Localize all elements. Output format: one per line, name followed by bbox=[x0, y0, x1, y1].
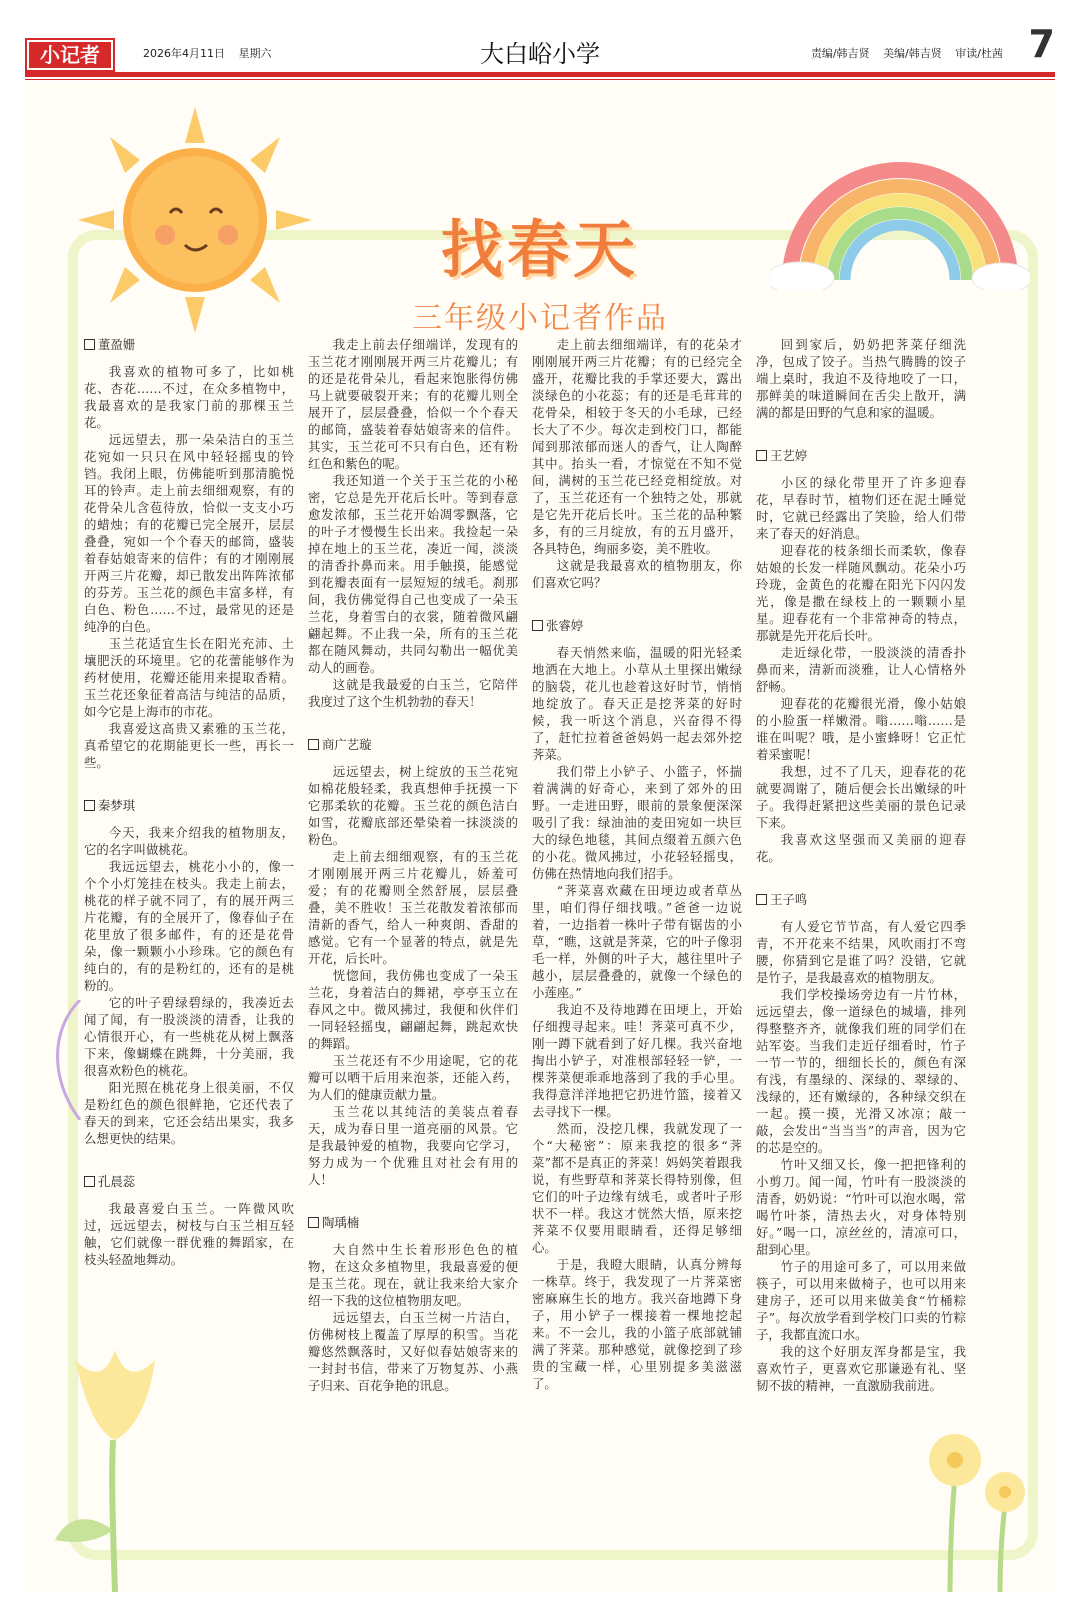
article-paragraph: 竹子的用途可多了，可以用来做筷子，可以用来做椅子，也可以用来建房子，还可以用来做美食“竹桶粽子”。每次放学看到学校门口卖的竹粽子，我都直流口水。 bbox=[756, 1259, 966, 1342]
art-editor: 美编/韩吉贤 bbox=[883, 47, 942, 60]
article-paragraph: 大自然中生长着形形色色的植物，在这众多植物里，我最喜爱的便是玉兰花。现在，就让我来给大家介绍一下我的这位植物朋友吧。 bbox=[308, 1242, 518, 1308]
article-paragraph: 我想，过不了几天，迎春花的花就要凋谢了，随后便会长出嫩绿的叶子。我得赶紧把这些美丽的景色记录下来。 bbox=[756, 764, 966, 830]
article-paragraph: 这就是我最爱的白玉兰，它陪伴我度过了这个生机勃勃的春天！ bbox=[308, 677, 518, 709]
weekday-text: 星期六 bbox=[238, 47, 272, 60]
article-paragraph: 走近绿化带，一股淡淡的清香扑鼻而来，清新而淡雅，让人心情格外舒畅。 bbox=[756, 645, 966, 694]
article-paragraph: 于是，我瞪大眼睛，认真分辨每一株草。终于，我发现了一片荠菜密密麻麻生长的地方。我兴奋地蹲下身子，用小铲子一棵接着一棵地挖起来。不一会儿，我的小篮子底部就铺满了荠菜。那种感觉，就像挖到了珍贵的宝藏一样，心里别提多美滋滋了。 bbox=[532, 1257, 742, 1391]
article-paragraph: 玉兰花以其纯洁的美装点着春天，成为春日里一道亮丽的风景。它是我最钟爱的植物，我要向它学习，努力成为一个优雅且对社会有用的人！ bbox=[308, 1104, 518, 1187]
article-paragraph: 远远望去，白玉兰树一片洁白，仿佛树枝上覆盖了厚厚的积雪。当花瓣悠然飘落时，又好似春姑娘寄来的一封封书信，带来了万物复苏、小燕子归来、百花争艳的讯息。 bbox=[308, 1310, 518, 1393]
editor-credits bbox=[801, 45, 1003, 61]
article-paragraph: 有人爱它节节高，有人爱它四季青，不开花来不结果，风吹雨打不弯腰，你猜到它是谁了吗？没错，它就是竹子，是我最喜欢的植物朋友。 bbox=[756, 919, 966, 985]
feature-title: 找春天 bbox=[440, 213, 639, 286]
column-4 bbox=[756, 336, 966, 1526]
article-author: 董盈姗 bbox=[84, 336, 294, 353]
article-paragraph: 走上前去细细端详，有的花朵才刚刚展开两三片花瓣；有的已经完全盛开，花瓣比我的手掌还要大，露出淡绿色的小花蕊；有的还是毛茸茸的花骨朵，相较于冬天的小毛球，已经长大了不少。每次走到校门口，都能闻到那浓郁而迷人的香气，让人陶醉其中。抬头一看，才惊觉在不知不觉间，满树的玉兰花已经竞相绽放。对了，玉兰花还有一个独特之处，那就是它先开花后长叶。玉兰花的品种繁多，有的三月绽放，有的五月盛开，各具特色，绚丽多姿，美不胜收。 bbox=[532, 337, 742, 556]
article-paragraph: “荠菜喜欢藏在田埂边或者草丛里，咱们得仔细找哦。”爸爸一边说着，一边指着一株叶子带有锯齿的小草，“瞧，这就是荠菜，它的叶子像羽毛一样，外侧的叶子大，越往里叶子越小，层层叠叠的，就像一个绿色的小莲座。” bbox=[532, 883, 742, 1000]
article-paragraph: 我们学校操场旁边有一片竹林，远远望去，像一道绿色的城墙，排列得整整齐齐，就像我们班的同学们在站军姿。当我们走近仔细看时，竹子一节一节的，细细长长的，颜色有深有浅，有墨绿的、深绿的、翠绿的、浅绿的，还有嫩绿的，各种绿交织在一起。摸一摸，光滑又冰凉；敲一敲，会发出“当当当”的声音，因为它的芯是空的。 bbox=[756, 987, 966, 1155]
article-paragraph: 我还知道一个关于玉兰花的小秘密，它总是先开花后长叶。等到春意愈发浓郁，玉兰花开始凋零飘落，它的叶子才慢慢生长出来。我捡起一朵掉在地上的玉兰花，凑近一闻，淡淡的清香扑鼻而来。用手触摸，能感觉到花瓣表面有一层短短的绒毛。刹那间，我仿佛觉得自己也变成了一朵玉兰花，身着雪白的衣裳，随着微风翩翩起舞。不止我一朵，所有的玉兰花都在随风舞动，共同勾勒出一幅优美动人的画卷。 bbox=[308, 473, 518, 675]
article-paragraph: 阳光照在桃花身上很美丽，不仅是粉红色的颜色很鲜艳，它还代表了春天的到来，它还会结出果实，我多么想更快的结果。 bbox=[84, 1080, 294, 1146]
article-paragraph: 迎春花的花瓣很光滑，像小姑娘的小脸蛋一样嫩滑。嗡……嗡……是谁在叫呢？哦，是小蜜蜂呀！它正忙着采蜜呢！ bbox=[756, 696, 966, 762]
feature-heading bbox=[0, 200, 1080, 337]
masthead bbox=[25, 22, 1055, 72]
article-paragraph: 迎春花的枝条细长而柔软，像春姑娘的长发一样随风飘动。花朵小巧玲珑，金黄色的花瓣在阳光下闪闪发光，像是撒在绿枝上的一颗颗小星星。迎春花有一个非常神奇的特点，那就是先开花后长叶。 bbox=[756, 543, 966, 643]
column-2 bbox=[308, 336, 518, 1526]
article-paragraph: 玉兰花还有不少用途呢，它的花瓣可以晒干后用来泡茶，还能入药，为人们的健康贡献力量。 bbox=[308, 1053, 518, 1102]
article-paragraph: 我喜爱这高贵又素雅的玉兰花，真希望它的花期能更长一些，再长一些。 bbox=[84, 721, 294, 770]
section-tag: 小记者 bbox=[25, 38, 115, 72]
article-paragraph: 我们带上小铲子、小篮子，怀揣着满满的好奇心，来到了郊外的田野。一走进田野，眼前的景象便深深吸引了我：绿油油的麦田宛如一块巨大的绿色地毯，其间点缀着五颜六色的小花。微风拂过，小花轻轻摇曳，仿佛在热情地向我们招手。 bbox=[532, 764, 742, 881]
article-paragraph: 我远远望去，桃花小小的，像一个个小灯笼挂在枝头。我走上前去，桃花的样子就不同了，有的展开两三片花瓣，有的全展开了，像春仙子在花里放了很多邮件，有的还是花骨朵，像一颗颗小小珍珠。它的颜色有纯白的，有的是粉红的，还有的是桃粉的。 bbox=[84, 859, 294, 993]
editor-in-charge: 责编/韩吉贤 bbox=[810, 47, 870, 60]
article-author: 秦梦琪 bbox=[84, 797, 294, 814]
article-paragraph: 我走上前去仔细端详，发现有的玉兰花才刚刚展开两三片花瓣儿；有的还是花骨朵儿，看起来饱胀得仿佛马上就要破裂开来；有的花瓣儿则全展开了，层层叠叠，恰似一个个春天的邮筒，盛装着春姑娘寄来的信件。其实，玉兰花可不只有白色，还有粉红色和紫色的呢。 bbox=[308, 337, 518, 471]
masthead-rule-thin bbox=[25, 79, 1055, 80]
vine-decoration-left bbox=[40, 1000, 90, 1120]
article-columns bbox=[84, 336, 964, 1526]
article-paragraph: 远远望去，那一朵朵洁白的玉兰花宛如一只只在风中轻轻摇曳的铃铛。我闭上眼，仿佛能听到那清脆悦耳的铃声。走上前去细细观察，有的花骨朵儿含苞待放，恰似一支支小巧的蜡烛；有的花瓣已完全展开，层层叠叠，宛如一个个春天的邮筒，盛装着春姑娘寄来的信件；有的才刚刚展开两三片花瓣，却已散发出阵阵浓郁的芬芳。玉兰花的颜色丰富多样，有白色、粉色……不过，最常见的还是纯净的白色。 bbox=[84, 432, 294, 634]
article-paragraph: 它的叶子碧绿碧绿的，我凑近去闻了闻，有一股淡淡的清香，让我的心情很开心，有一些桃花从树上飘落下来，像蝴蝶在跳舞，十分美丽，我很喜欢粉色的桃花。 bbox=[84, 995, 294, 1078]
article-paragraph: 今天，我来介绍我的植物朋友，它的名字叫做桃花。 bbox=[84, 825, 294, 857]
article-paragraph: 我喜欢的植物可多了，比如桃花、杏花……不过，在众多植物中，我最喜欢的是我家门前的那棵玉兰花。 bbox=[84, 364, 294, 430]
article-paragraph: 我迫不及待地蹲在田埂上，开始仔细搜寻起来。哇！荠菜可真不少，刚一蹲下就看到了好几棵。我兴奋地掏出小铲子，对准根部轻轻一铲，一棵荠菜便乖乖地落到了我的手心里。我得意洋洋地把它扔进竹篮，接着又去寻找下一棵。 bbox=[532, 1002, 742, 1119]
school-name: 大白峪小学 bbox=[480, 40, 600, 68]
article-paragraph: 春天悄然来临，温暖的阳光轻柔地洒在大地上。小草从土里探出嫩绿的脑袋，花儿也趁着这好时节，悄悄地绽放了。春天正是挖荠菜的好时候，我一听这个消息，兴奋得不得了，赶忙拉着爸爸妈妈一起去郊外挖荠菜。 bbox=[532, 645, 742, 762]
article-paragraph: 回到家后，奶奶把荠菜仔细洗净，包成了饺子。当热气腾腾的饺子端上桌时，我迫不及待地咬了一口，那鲜美的味道瞬间在舌尖上散开，满满的都是田野的气息和家的温暖。 bbox=[756, 337, 966, 420]
article-paragraph: 我喜欢这坚强而又美丽的迎春花。 bbox=[756, 832, 966, 864]
article-author: 张睿婷 bbox=[532, 617, 742, 634]
article-paragraph: 我的这个好朋友浑身都是宝，我喜欢竹子，更喜欢它那谦逊有礼、坚韧不拔的精神，一直激励我前进。 bbox=[756, 1344, 966, 1393]
article-paragraph: 小区的绿化带里开了许多迎春花，早春时节，植物们还在泥土睡觉时，它就已经露出了笑脸，给人们带来了春天的好消息。 bbox=[756, 475, 966, 541]
article-paragraph: 走上前去细细观察，有的玉兰花才刚刚展开两三片花瓣儿，娇羞可爱；有的花瓣则全然舒展，层层叠叠，美不胜收！玉兰花散发着浓郁而清新的香气，给人一种爽朗、香甜的感觉。它有一个显著的特点，就是先开花，后长叶。 bbox=[308, 849, 518, 966]
reviewer: 审读/杜茜 bbox=[955, 47, 1003, 60]
article-paragraph: 远远望去，树上绽放的玉兰花宛如棉花般轻柔，我真想伸手抚摸一下它那柔软的花瓣。玉兰花的颜色洁白如雪，花瓣底部还晕染着一抹淡淡的粉色。 bbox=[308, 764, 518, 847]
article-author: 商广艺璇 bbox=[308, 736, 518, 753]
article-paragraph: 然而，没挖几棵，我就发现了一个“大秘密”：原来我挖的很多“荠菜”都不是真正的荠菜！妈妈笑着跟我说，有些野草和荠菜长得特别像，但它们的叶子边缘有绒毛，或者叶子形状不一样。我这才恍然大悟，原来挖荠菜不仅要用眼睛看，还得足够细心。 bbox=[532, 1121, 742, 1255]
feature-subtitle: 三年级小记者作品 bbox=[412, 301, 668, 336]
masthead-rule bbox=[25, 72, 1055, 77]
article-paragraph: 我最喜爱白玉兰。一阵微风吹过，远远望去，树枝与白玉兰相互轻触，它们就像一群优雅的舞蹈家，在枝头轻盈地舞动。 bbox=[84, 1201, 294, 1267]
article-author: 王艺婷 bbox=[756, 447, 966, 464]
article-paragraph: 玉兰花适宜生长在阳光充沛、土壤肥沃的环境里。它的花蕾能够作为药材使用，花瓣还能用来提取香精。玉兰花还象征着高洁与纯洁的品质，如今它是上海市的市花。 bbox=[84, 636, 294, 719]
date-text: 2026年4月11日 bbox=[143, 47, 225, 60]
article-paragraph: 这就是我最喜欢的植物朋友，你们喜欢它吗？ bbox=[532, 558, 742, 590]
article-author: 孔晨蕊 bbox=[84, 1173, 294, 1190]
article-paragraph: 恍惚间，我仿佛也变成了一朵玉兰花，身着洁白的舞裙，亭亭玉立在春风之中。微风拂过，我便和伙伴们一同轻轻摇曳，翩翩起舞，跳起欢快的舞蹈。 bbox=[308, 968, 518, 1051]
article-author: 陶瑀楠 bbox=[308, 1214, 518, 1231]
column-1 bbox=[84, 336, 294, 1526]
article-paragraph: 竹叶又细又长，像一把把锋利的小剪刀。闻一闻，竹叶有一股淡淡的清香，奶奶说：“竹叶可以泡水喝，常喝竹叶茶，清热去火，对身体特别好。”喝一口，凉丝丝的，清凉可口，甜到心里。 bbox=[756, 1157, 966, 1257]
article-author: 王子鸣 bbox=[756, 891, 966, 908]
page-number: 7 bbox=[1028, 22, 1055, 66]
column-3 bbox=[532, 336, 742, 1526]
